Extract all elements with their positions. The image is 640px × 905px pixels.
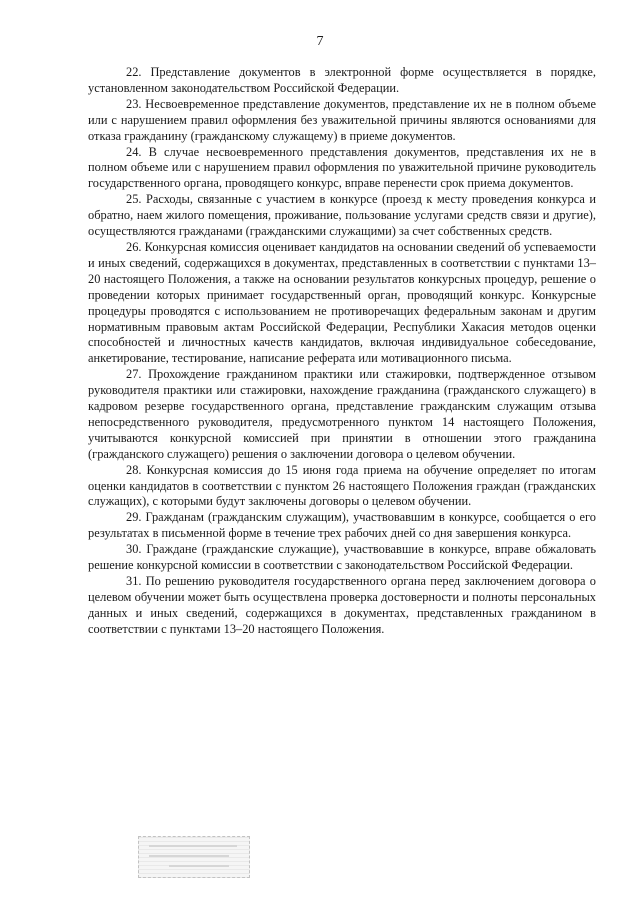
paragraph-23: 23. Несвоевременное представление документов, представление их не в полном объеме или с нарушением правил оформления без уважительной причины являются основаниями для отказа гражданину (гражданскому служащему) в приеме документов. (88, 96, 596, 143)
paragraph-27: 27. Прохождение гражданином практики или стажировки, подтвержденное отзывом руководителя практики или стажировки, нахождение гражданина (гражданского служащего) в кадровом резерве государственного органа, представление гражданским служащим отзыва непосредственного руководителя, предусмотренного пунктом 14 настоящего Положения, учитываются конкурсной комиссией при принятии в отношении этого гражданина (гражданского служащего) решения о заключении договора о целевом обучении. (88, 367, 596, 461)
paragraph-24: 24. В случае несвоевременного представления документов, представления их не в полном объеме или с нарушением правил оформления по уважительной причине руководитель государственного органа, проводящего конкурс, вправе перенести срок приема документов. (88, 144, 596, 191)
paragraph-31: 31. По решению руководителя государственного органа перед заключением договора о целевом обучении может быть осуществлена проверка достоверности и полноты персональных данных и иных сведений, содержащихся в документах, представленных гражданином в соответствии с пунктами 13–20 настоящего Положения. (88, 574, 596, 636)
document-body (88, 65, 596, 638)
paragraph-28: 28. Конкурсная комиссия до 15 июня года приема на обучение определяет по итогам оценки кандидатов в соответствии с пунктом 26 настоящего Положения граждан (гражданских служащих), с которыми будут заключены договоры о целевом обучении. (88, 462, 596, 509)
paragraph-25: 25. Расходы, связанные с участием в конкурсе (проезд к месту проведения конкурса и обратно, наем жилого помещения, проживание, пользование услугами средств связи и другие), осуществляются гражданами (гражданскими служащими) за счет собственных средств. (88, 192, 596, 239)
paragraph-29: 29. Гражданам (гражданским служащим), участвовавшим в конкурсе, сообщается о его результатах в письменной форме в течение трех рабочих дней со дня завершения конкурса. (88, 510, 596, 541)
paragraph-26: 26. Конкурсная комиссия оценивает кандидатов на основании сведений об успеваемости и иных сведений, содержащихся в документах, представленных в соответствии с пунктами 13–20 настоящего Положения, а также на основании результатов конкурсных процедур, решение о проведении которых принимает государственный орган, проводящий конкурс. Конкурсные процедуры проводятся с использованием не противоречащих федеральным законам и другим нормативным правовым актам Российской Федерации, Республики Хакасия методов оценки способностей и личностных качеств кандидатов, включая индивидуальное собеседование, анкетирование, тестирование, написание реферата или мотивационного письма. (88, 239, 596, 366)
paragraph-30: 30. Граждане (гражданские служащие), участвовавшие в конкурсе, вправе обжаловать решение конкурсной комиссии в соответствии с законодательством Российской Федерации. (88, 542, 596, 573)
paragraph-22: 22. Представление документов в электронной форме осуществляется в порядке, установленном законодательством Российской Федерации. (88, 65, 596, 95)
faded-stamp (138, 836, 250, 878)
page-number: 7 (316, 34, 324, 49)
